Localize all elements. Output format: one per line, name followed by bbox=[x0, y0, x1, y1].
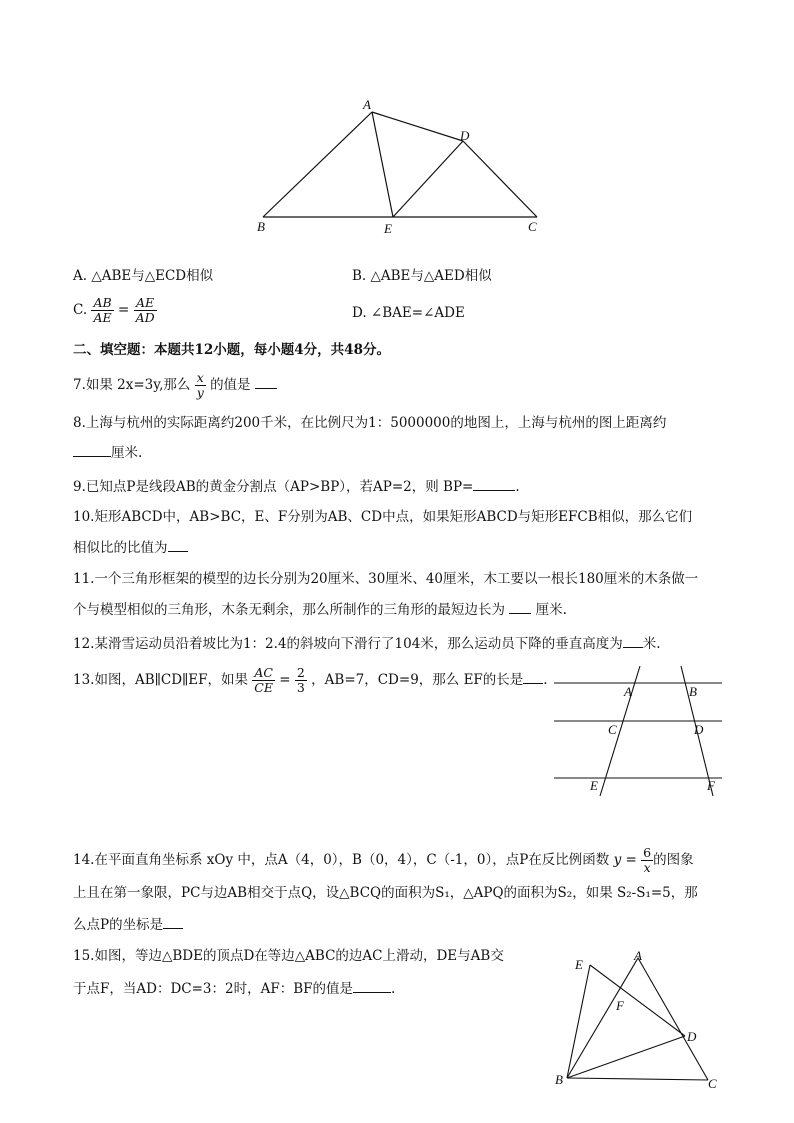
label-c: C bbox=[528, 219, 537, 234]
figure-equilateral-triangles bbox=[550, 948, 730, 1096]
q11-line2-post: 厘米. bbox=[535, 602, 567, 618]
q12-post: 米. bbox=[642, 636, 661, 652]
frac-num: AB bbox=[93, 295, 112, 310]
label-b: B bbox=[689, 684, 697, 699]
label-e: E bbox=[575, 957, 583, 972]
question-13 bbox=[73, 666, 548, 695]
fraction-ac-ce bbox=[252, 666, 275, 695]
question-10-line1: 10.矩形ABCD中，AB>BC，E、F分别为AB、CD中点，如果矩形ABCD与矩形EFCB相似，那么它们 bbox=[73, 509, 693, 525]
frac-den: AD bbox=[135, 310, 155, 325]
q8-line2-text: 厘米. bbox=[111, 445, 143, 461]
label-a: A bbox=[624, 684, 632, 699]
label-e: E bbox=[384, 221, 392, 236]
answer-blank bbox=[623, 633, 643, 648]
q14-post: 的图象 bbox=[653, 852, 694, 868]
question-15-line1: 15.如图，等边△BDE的顶点D在等边△ABC的边AC上滑动，DE与AB交 bbox=[73, 948, 504, 964]
answer-blank bbox=[473, 476, 515, 491]
fraction-2-3 bbox=[295, 666, 307, 695]
answer-blank bbox=[353, 978, 391, 993]
answer-blank bbox=[255, 374, 277, 389]
question-15-line2 bbox=[73, 978, 395, 999]
frac-num: 2 bbox=[296, 665, 305, 680]
question-12 bbox=[73, 633, 661, 654]
label-b: B bbox=[555, 1072, 563, 1087]
label-c: C bbox=[708, 1076, 717, 1091]
question-14-line3 bbox=[73, 914, 183, 935]
equals-sign: = bbox=[117, 302, 130, 318]
q15-line2-pre: 于点F，当AD：DC=3：2时，AF：BF的值是 bbox=[73, 981, 353, 997]
q15-line2-post: . bbox=[391, 981, 396, 997]
q13-end: . bbox=[543, 672, 548, 688]
question-9 bbox=[73, 476, 520, 497]
answer-blank bbox=[163, 914, 183, 929]
answer-blank bbox=[168, 537, 188, 552]
label-c: C bbox=[608, 722, 617, 737]
q9-post: . bbox=[515, 479, 520, 495]
label-f: F bbox=[707, 778, 715, 793]
question-10-line2 bbox=[73, 537, 188, 558]
frac-den: y bbox=[196, 385, 204, 400]
frac-num: x bbox=[196, 370, 204, 385]
label-b: B bbox=[257, 219, 265, 234]
q7-pre: 7.如果 2x=3y,那么 bbox=[73, 377, 191, 393]
frac-den: 3 bbox=[296, 680, 305, 695]
q14-y: y = bbox=[613, 852, 637, 868]
option-b: B. △ABE与△AED相似 bbox=[352, 268, 492, 284]
answer-blank bbox=[73, 442, 111, 457]
question-8-line2 bbox=[73, 442, 142, 463]
question-14-line1 bbox=[73, 846, 694, 875]
frac-den: x bbox=[641, 860, 653, 875]
label-a: A bbox=[363, 97, 371, 112]
q14-line3-text: 么点P的坐标是 bbox=[73, 917, 164, 933]
option-c bbox=[73, 296, 157, 325]
figure-parallel-lines bbox=[548, 664, 728, 804]
q13-pre: 13.如图，AB∥CD∥EF，如果 bbox=[73, 672, 248, 688]
option-a: A. △ABE与△ECD相似 bbox=[73, 268, 214, 284]
section-heading: 二、填空题：本题共12小题，每小题4分，共48分。 bbox=[73, 342, 390, 358]
q12-text: 12.某滑雪运动员沿着坡比为1：2.4的斜坡向下滑行了104米，那么运动员下降的垂直高度为 bbox=[73, 636, 623, 652]
q9-text: 9.已知点P是线段AB的黄金分割点（AP>BP），若AP=2，则 BP= bbox=[73, 479, 474, 495]
option-c-prefix: C. bbox=[73, 302, 88, 318]
question-8-line1: 8.上海与杭州的实际距离约200千米，在比例尺为1：5000000的地图上，上海与杭州的图上距离约 bbox=[73, 415, 667, 431]
equals-sign: = bbox=[279, 672, 291, 688]
frac-num: AE bbox=[136, 295, 155, 310]
option-d: D. ∠BAE=∠ADE bbox=[352, 305, 465, 321]
label-e: E bbox=[590, 778, 598, 793]
frac-den: CE bbox=[254, 680, 273, 695]
fraction-ae-ad bbox=[134, 296, 157, 325]
answer-blank bbox=[509, 599, 531, 614]
question-11-line2 bbox=[73, 599, 567, 620]
frac-num: 6 bbox=[643, 845, 652, 860]
label-a: A bbox=[634, 948, 642, 963]
label-d: D bbox=[694, 722, 704, 737]
label-d: D bbox=[687, 1029, 697, 1044]
q13-post: ，AB=7，CD=9，那么 EF的长是 bbox=[311, 672, 524, 688]
answer-blank bbox=[523, 669, 543, 684]
fraction-6-x bbox=[641, 846, 653, 875]
question-11-line1: 11.一个三角形框架的模型的边长分别为20厘米、30厘米、40厘米，木工要以一根长180厘米的木条做一 bbox=[73, 571, 699, 587]
figure-triangle-abc bbox=[240, 90, 560, 240]
fraction-x-y bbox=[195, 371, 206, 400]
q11-line2-pre: 个与模型相似的三角形，木条无剩余，那么所制作的三角形的最短边长为 bbox=[73, 602, 505, 618]
q7-post: 的值是 bbox=[210, 377, 251, 393]
label-d: D bbox=[460, 128, 470, 143]
fraction-ab-ae bbox=[91, 296, 113, 325]
question-14-line2: 上且在第一象限，PC与边AB相交于点Q，设△BCQ的面积为S₁，△APQ的面积为S₂，如果 S₂-S₁=5，那 bbox=[73, 885, 698, 901]
q14-pre: 14.在平面直角坐标系 xOy 中，点A（4，0），B（0，4），C（-1，0），点P在反比例函数 bbox=[73, 852, 610, 868]
frac-den: AE bbox=[91, 310, 113, 325]
frac-num: AC bbox=[254, 665, 273, 680]
question-7 bbox=[73, 371, 277, 400]
q10-line2-text: 相似比的比值为 bbox=[73, 540, 168, 556]
label-f: F bbox=[616, 998, 624, 1013]
